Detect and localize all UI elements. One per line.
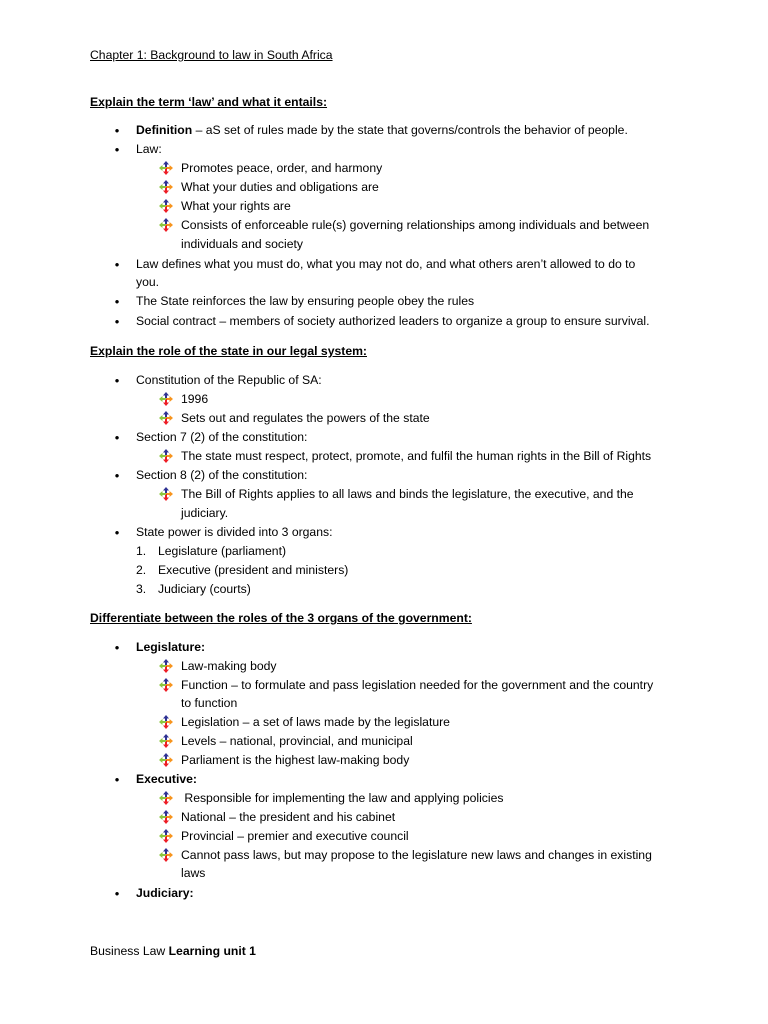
bullet: • bbox=[114, 772, 120, 787]
sub-item-continued: to function bbox=[181, 696, 238, 710]
definition-item bbox=[136, 123, 628, 138]
organ-item: Legislature (parliament) bbox=[158, 544, 287, 558]
law-item: Consists of enforceable rule(s) governing relationships among individuals and between bbox=[181, 218, 650, 232]
sub-item: Law-making body bbox=[181, 659, 277, 673]
arrow-cross-icon bbox=[159, 180, 173, 194]
list-item: Constitution of the Republic of SA: bbox=[136, 373, 322, 387]
bullet: • bbox=[114, 123, 120, 138]
sub-item: Legislation – a set of laws made by the legislature bbox=[181, 715, 450, 729]
arrow-cross-icon bbox=[159, 791, 173, 805]
arrow-cross-icon bbox=[159, 659, 173, 673]
definition-text: – aS set of rules made by the state that governs/controls the behavior of people. bbox=[192, 123, 628, 137]
organ-number: 1. bbox=[136, 544, 147, 558]
organ-number: 3. bbox=[136, 582, 147, 596]
list-item: The State reinforces the law by ensuring people obey the rules bbox=[136, 294, 475, 308]
bullet: • bbox=[114, 257, 120, 272]
list-item-continued: you. bbox=[136, 275, 160, 289]
arrow-cross-icon bbox=[159, 734, 173, 748]
arrow-cross-icon bbox=[159, 392, 173, 406]
section-heading-organs: Differentiate between the roles of the 3 organs of the government: bbox=[90, 611, 472, 625]
law-item: What your duties and obligations are bbox=[181, 180, 379, 194]
executive-label: Executive: bbox=[136, 772, 197, 786]
arrow-cross-icon bbox=[159, 218, 173, 232]
bullet: • bbox=[114, 142, 120, 157]
arrow-cross-icon bbox=[159, 199, 173, 213]
arrow-cross-icon bbox=[159, 678, 173, 692]
list-item: Section 7 (2) of the constitution: bbox=[136, 430, 308, 444]
law-item-continued: individuals and society bbox=[181, 237, 303, 251]
sub-item: National – the president and his cabinet bbox=[181, 810, 396, 824]
bullet: • bbox=[114, 373, 120, 388]
legislature-label: Legislature: bbox=[136, 640, 206, 654]
judiciary-label: Judiciary: bbox=[136, 886, 194, 900]
sub-item: Responsible for implementing the law and applying policies bbox=[181, 791, 504, 805]
bullet: • bbox=[114, 294, 120, 309]
law-label: Law: bbox=[136, 142, 162, 156]
arrow-cross-icon bbox=[159, 810, 173, 824]
arrow-cross-icon bbox=[159, 487, 173, 501]
sub-item: The Bill of Rights applies to all laws and binds the legislature, the executive, and the bbox=[181, 487, 634, 501]
arrow-cross-icon bbox=[159, 161, 173, 175]
sub-item: Provincial – premier and executive council bbox=[181, 829, 409, 843]
sub-item: Function – to formulate and pass legislation needed for the government and the country bbox=[181, 678, 654, 692]
bullet: • bbox=[114, 640, 120, 655]
law-item: What your rights are bbox=[181, 199, 291, 213]
bullet: • bbox=[114, 468, 120, 483]
sub-item: Parliament is the highest law-making body bbox=[181, 753, 410, 767]
arrow-cross-icon bbox=[159, 715, 173, 729]
sub-item-continued: laws bbox=[181, 866, 206, 880]
list-item: State power is divided into 3 organs: bbox=[136, 525, 333, 539]
organ-number: 2. bbox=[136, 563, 147, 577]
organ-item: Executive (president and ministers) bbox=[158, 563, 349, 577]
list-item: Social contract – members of society authorized leaders to organize a group to ensure survival. bbox=[136, 314, 650, 328]
bullet: • bbox=[114, 886, 120, 901]
sub-item: Cannot pass laws, but may propose to the legislature new laws and changes in existing bbox=[181, 848, 652, 862]
footer-left: Business Law bbox=[90, 944, 169, 958]
definition-term: Definition bbox=[136, 123, 193, 137]
sub-item-continued: judiciary. bbox=[181, 506, 229, 520]
footer-right: Learning unit 1 bbox=[168, 944, 256, 958]
sub-item: The state must respect, protect, promote, and fulfil the human rights in the Bill of Rights bbox=[181, 449, 652, 463]
arrow-cross-icon bbox=[159, 753, 173, 767]
chapter-title: Chapter 1: Background to law in South Africa bbox=[90, 48, 333, 62]
section-heading-law: Explain the term ‘law’ and what it entails: bbox=[90, 95, 328, 109]
law-item: Promotes peace, order, and harmony bbox=[181, 161, 383, 175]
organ-item: Judiciary (courts) bbox=[158, 582, 251, 596]
section-heading-state: Explain the role of the state in our legal system: bbox=[90, 344, 367, 358]
bullet: • bbox=[114, 525, 120, 540]
list-item: Law defines what you must do, what you may not do, and what others aren’t allowed to do to bbox=[136, 257, 636, 271]
list-item: Section 8 (2) of the constitution: bbox=[136, 468, 308, 482]
bullet: • bbox=[114, 314, 120, 329]
sub-item: Sets out and regulates the powers of the state bbox=[181, 411, 430, 425]
arrow-cross-icon bbox=[159, 449, 173, 463]
arrow-cross-icon bbox=[159, 848, 173, 862]
arrow-cross-icon bbox=[159, 829, 173, 843]
bullet: • bbox=[114, 430, 120, 445]
page-footer bbox=[90, 944, 256, 959]
sub-item: 1996 bbox=[181, 392, 209, 406]
sub-item: Levels – national, provincial, and municipal bbox=[181, 734, 413, 748]
arrow-cross-icon bbox=[159, 411, 173, 425]
